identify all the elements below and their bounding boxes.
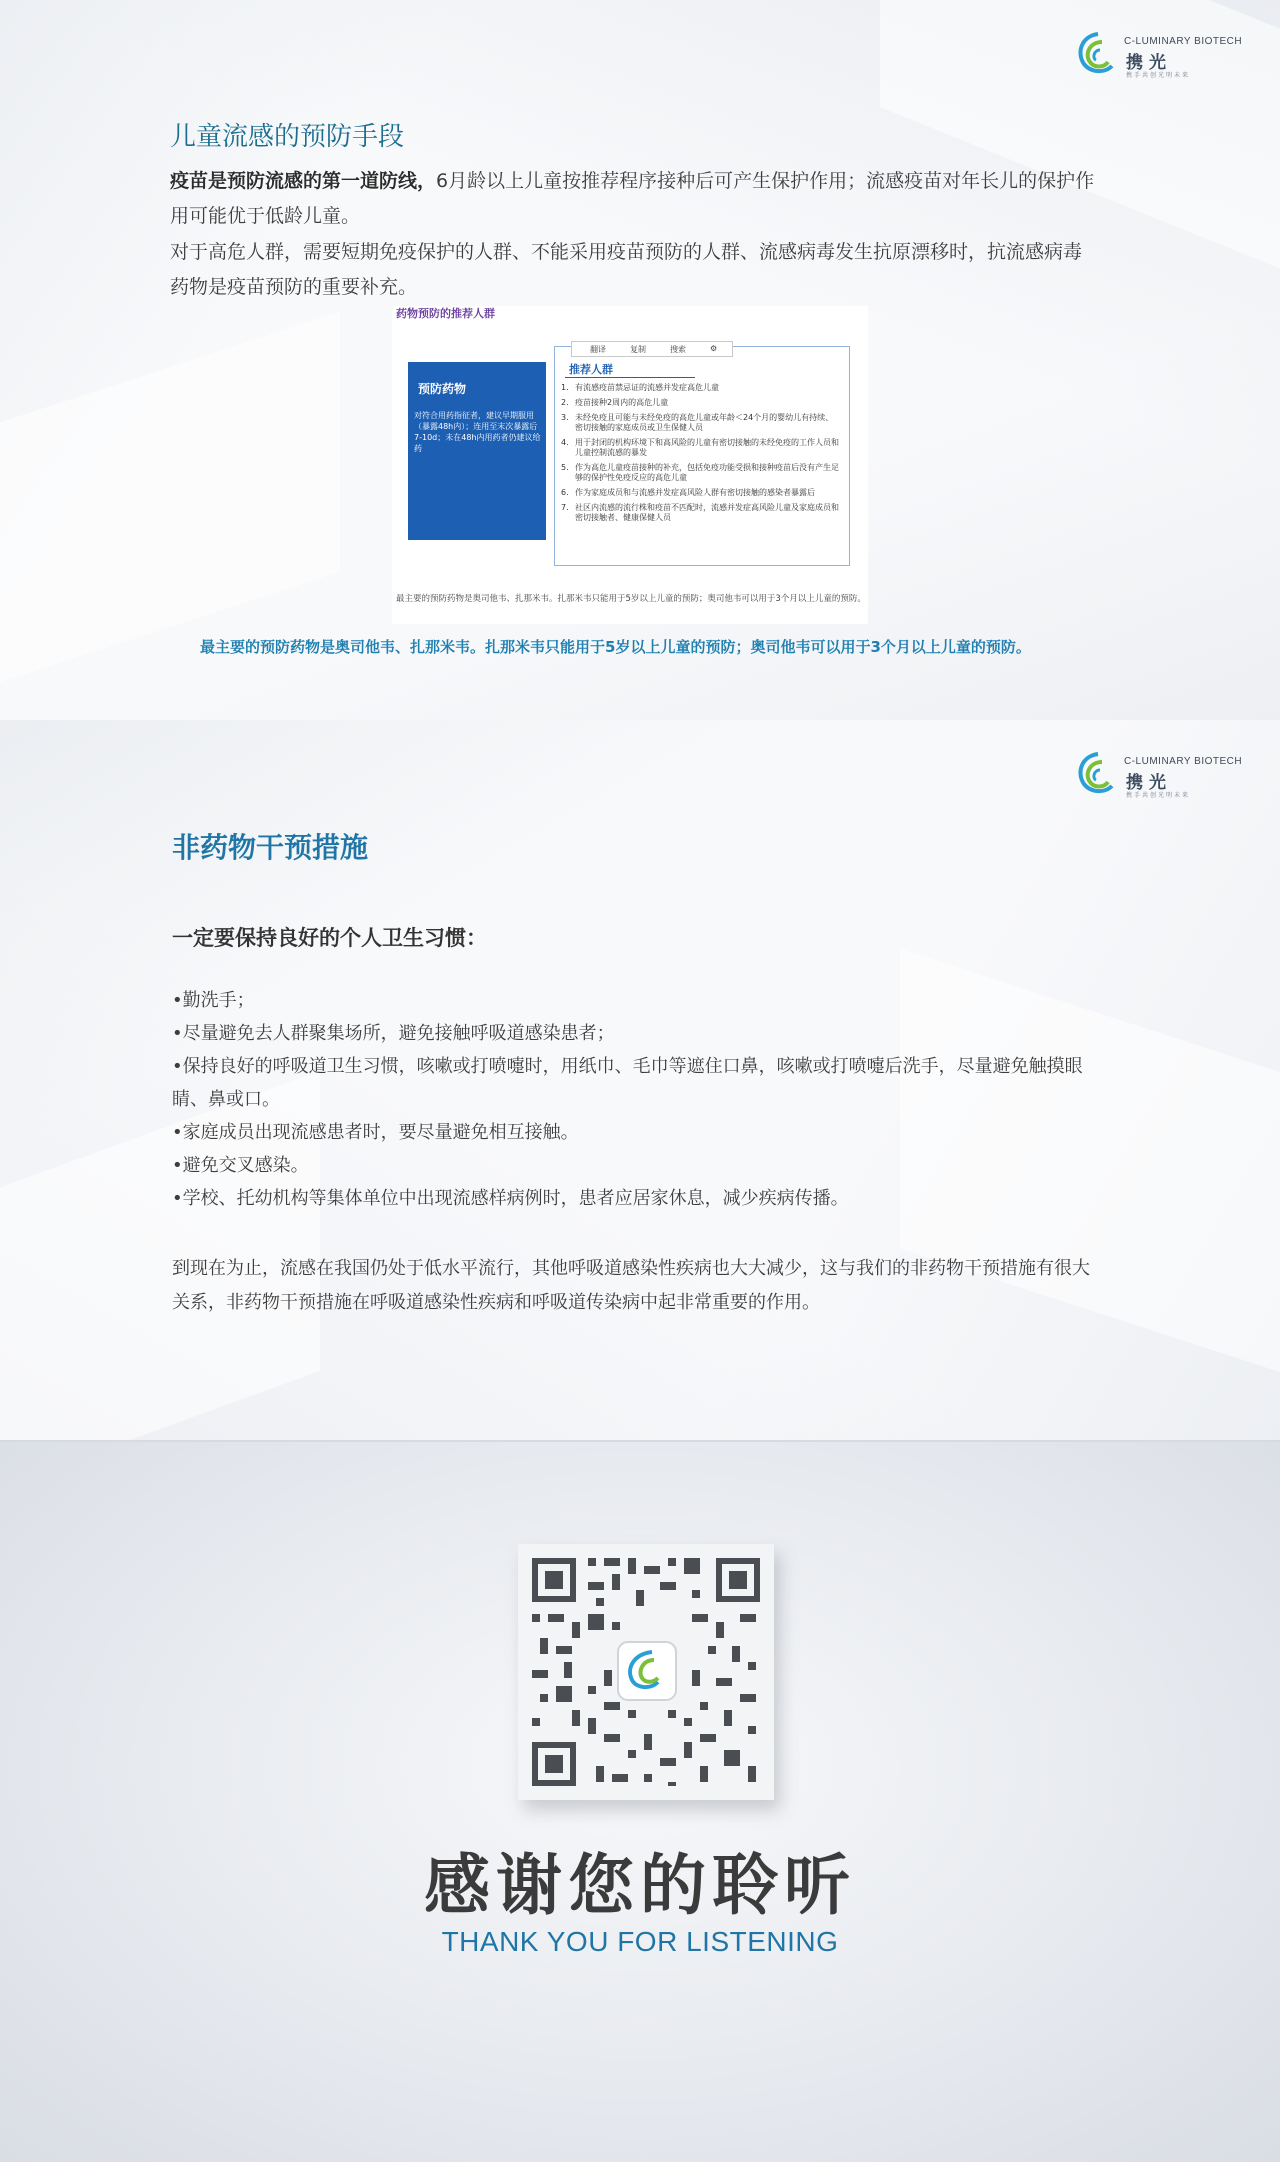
list-item: 7. 社区内流感的流行株和疫苗不匹配时，流感并发症高风险儿童及家庭成员和密切接触者、健康保健人员 [561,503,839,522]
brand-name-cn: 携光 [1126,53,1172,73]
slide-prevention [0,0,1280,720]
slide-thanks [0,1440,1280,2162]
recommended-group-box [554,346,850,566]
thanks-subtitle: THANK YOU FOR LISTENING [441,1926,839,1957]
figure-caption: 最主要的预防药物是奥司他韦、扎那米韦。扎那米韦只能用于5岁以上儿童的预防；奥司他韦可以用于3个月以上儿童的预防。 [396,594,866,604]
paragraph-antiviral: 对于高危人群，需要短期免疫保护的人群、不能采用疫苗预防的人群、流感病毒发生抗原漂移时，抗流感病毒药物是疫苗预防的重要补充。 [170,241,1083,298]
list-item: •尽量避免去人群聚集场所，避免接触呼吸道感染患者； [172,1023,615,1044]
list-item: •勤洗手； [172,990,255,1011]
list-item: •避免交叉感染。 [172,1155,309,1176]
drug-panel-desc: 对符合用药指征者，建议早期服用（暴露48h内）；连用至末次暴露后7-10d；未在48h内用药者仍建议给药 [414,411,541,453]
brand-logo [1072,28,1243,84]
list-item: 2. 疫苗接种2周内的高危儿童 [561,398,669,407]
list-item: 3. 未经免疫且可能与未经免疫的高危儿童或年龄＜24个月的婴幼儿有持续、密切接触的家庭成员或卫生保健人员 [561,413,834,432]
slide-nonpharma [0,720,1280,1440]
list-item: •保持良好的呼吸道卫生习惯，咳嗽或打喷嚏时，用纸巾、毛巾等遮住口鼻，咳嗽或打喷嚏后洗手，尽量避免触摸眼睛、鼻或口。 [172,1056,1083,1110]
qr-code [518,1544,774,1800]
list-item: •家庭成员出现流感患者时，要尽量避免相互接触。 [172,1122,579,1143]
copy-button[interactable]: 复制 [630,345,646,354]
drug-panel-title: 预防药物 [418,382,467,396]
list-item: •学校、托幼机构等集体单位中出现流感样病例时，患者应居家休息，减少疾病传播。 [172,1188,849,1209]
recommended-list [561,383,841,528]
hygiene-list [172,984,1092,1215]
swirl-logo-icon [1072,748,1120,800]
brand-name-en: C-LUMINARY BIOTECH [1124,36,1243,47]
settings-icon[interactable]: ⚙ [710,344,718,353]
swirl-logo-icon [1072,28,1120,80]
slide-title: 非药物干预措施 [172,831,369,864]
search-button[interactable]: 搜索 [670,345,686,354]
box-title: 推荐人群 [569,363,613,376]
recommendation-figure [392,306,868,624]
paragraph-vaccine [170,164,1100,234]
brand-name-en: C-LUMINARY BIOTECH [1124,756,1243,767]
summary-paragraph: 到现在为止，流感在我国仍处于低水平流行，其他呼吸道感染性疾病也大大减少，这与我们的非药物干预措施有很大关系，非药物干预措施在呼吸道感染性疾病和呼吸道传染病中起非常重要的作用。 [172,1258,1090,1313]
brand-tagline: 携手共创光明未来 [1126,792,1191,799]
brand-name-cn: 携光 [1126,773,1172,793]
list-item: 6. 作为家庭成员和与流感并发症高风险人群有密切接触的感染者暴露后 [561,488,815,497]
qr-code-icon [518,1544,774,1800]
slide-caption: 最主要的预防药物是奥司他韦、扎那米韦。扎那米韦只能用于5岁以上儿童的预防；奥司他韦可以用于3个月以上儿童的预防。 [200,638,1031,656]
thanks-title: 感谢您的聆听 [424,1847,856,1924]
brand-tagline: 携手共创光明未来 [1126,72,1191,79]
slide-title: 儿童流感的预防手段 [170,122,405,152]
translate-button[interactable]: 翻译 [590,345,606,354]
slide-subtitle: 一定要保持良好的个人卫生习惯： [172,926,487,950]
drug-panel [408,362,546,540]
brand-logo [1072,748,1243,804]
list-item: 4. 用于封闭的机构环境下和高风险的儿童有密切接触的未经免疫的工作人员和儿童控制流感的暴发 [561,438,839,457]
divider [565,377,695,378]
paragraph-vaccine-bold: 疫苗是预防流感的第一道防线， [170,170,437,192]
paragraph-vaccine-rest: 6月龄以上儿童按推荐程序接种后可产生保护作用；流感疫苗对年长儿的保护作用可能优于低龄儿童。 [170,170,1095,227]
context-toolbar[interactable] [571,341,733,357]
list-item: 1. 有流感疫苗禁忌证的流感并发症高危儿童 [561,383,719,392]
figure-heading: 药物预防的推荐人群 [396,307,495,320]
list-item: 5. 作为高危儿童疫苗接种的补充，包括免疫功能受损和接种疫苗后没有产生足够的保护性免疫反应的高危儿童 [561,463,839,482]
